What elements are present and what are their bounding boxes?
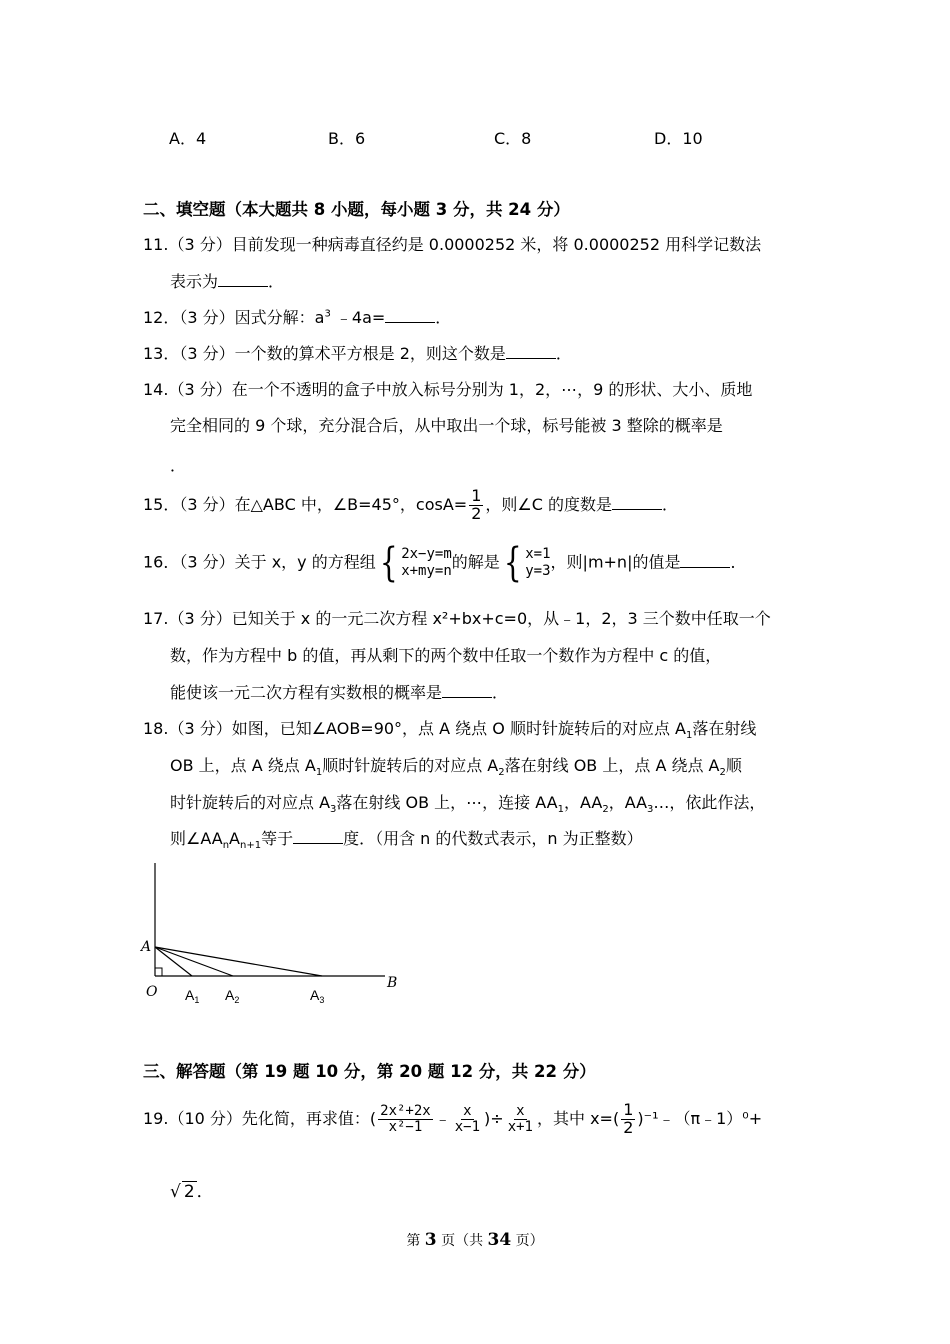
- answer-blank: [385, 308, 435, 323]
- segment-aa2: [155, 947, 233, 976]
- equation-system: 2x−y=m x+my=n: [401, 545, 452, 579]
- question-14-line1: 14.（3 分）在一个不透明的盒子中放入标号分别为 1，2，⋯，9 的形状、大小、质地: [143, 380, 753, 399]
- segment-aa3: [155, 947, 322, 976]
- fraction: $\frac{1}{2}$: [471, 486, 482, 523]
- fraction: $\frac{x}{x+1}$: [507, 1103, 533, 1135]
- solution-system: x=1 y=3: [525, 545, 551, 579]
- question-18-line1: 18.（3 分）如图，已知∠AOB=90°，点 A 绕点 O 顺时针旋转后的对应点 $A_1$落在射线: [143, 719, 757, 742]
- label-b: B: [387, 975, 398, 991]
- label-a1: $A_1$: [185, 987, 200, 1005]
- question-17-line1: 17.（3 分）已知关于 x 的一元二次方程 x²+bx+c=0，从﹣1，2，3 三个数中任取一个: [143, 609, 771, 628]
- question-16: 16．（3 分）关于 x，y 的方程组{ 2x−y=m x+my=n 的解是{ x=1 y=3 ，则|m+n|的值是 ．: [143, 540, 747, 586]
- segment-aa1: [155, 947, 192, 976]
- fraction: $\frac{x}{x-1}$: [454, 1103, 481, 1135]
- label-o: O: [146, 984, 158, 1000]
- question-17-line2: 数，作为方程中 b 的值，再从剩下的两个数中任取一个数作为方程中 c 的值，: [170, 646, 722, 665]
- option-b: B．6: [328, 129, 366, 148]
- sqrt-sign: √: [170, 1182, 181, 1202]
- geometry-figure: [130, 855, 420, 1010]
- answer-blank: [506, 344, 556, 359]
- label-a3: $A_3$: [310, 987, 325, 1005]
- question-17-line3: 能使该一元二次方程有实数根的概率是 ．: [170, 683, 509, 702]
- label-a: A: [141, 939, 152, 955]
- question-12: 12．（3 分）因式分解：$a^3$ ﹣4a= ．: [143, 308, 452, 327]
- answer-blank: [442, 683, 492, 698]
- question-18-line3: 时针旋转后的对应点 $A_3$落在射线 OB 上，⋯，连接 $AA_1$，$AA_2$，$AA_3\dots$，依此作法，: [170, 793, 766, 816]
- fraction: $\frac{\text{2x²+2x}}{\text{x²−1}}$: [380, 1103, 431, 1135]
- question-18-line2: OB 上，点 A 绕点 $A_1$顺时针旋转后的对应点 $A_2$落在射线 OB 上，点 A 绕点 $A_2$顺: [170, 756, 742, 779]
- question-14-line2: 完全相同的 9 个球，充分混合后，从中取出一个球，标号能被 3 整除的概率是: [170, 416, 723, 435]
- label-a2: $A_2$: [225, 987, 240, 1005]
- answer-blank: [293, 829, 343, 844]
- question-11-line2: 表示为 ．: [170, 272, 285, 291]
- option-c: C．8: [494, 129, 532, 148]
- answer-blank: [612, 495, 662, 510]
- question-19: 19.（10 分）先化简，再求值：( $\frac{\text{2x²+2x}}{\text{x²−1}}$ ﹣ $\frac{x}{x-1}$ )÷ $\frac{x}{x+1}$ ，其中 x=( $\frac{1}{2}$ )⁻¹﹣（π﹣1）⁰+: [143, 1100, 763, 1137]
- page-footer: 第 3 页（共 34 页）: [406, 1230, 544, 1250]
- sqrt-radicand: 2: [183, 1182, 195, 1202]
- section-3-title: 三、解答题（第 19 题 10 分，第 20 题 12 分，共 22 分）: [143, 1062, 596, 1081]
- section-2-title: 二、填空题（本大题共 8 小题，每小题 3 分，共 24 分）: [143, 200, 570, 219]
- option-d: D．10: [654, 129, 703, 148]
- question-11-line1: 11.（3 分）目前发现一种病毒直径约是 0.0000252 米，将 0.0000252 用科学记数法: [143, 235, 762, 254]
- question-14-line3: ．: [170, 456, 187, 475]
- answer-blank: [680, 553, 730, 568]
- question-13: 13．（3 分）一个数的算术平方根是 2，则这个数是 ．: [143, 344, 572, 363]
- question-18-line4: 则$\angle AA_nA_{n+1}$等于 度．（用含 n 的代数式表示，n 为正整数）: [170, 829, 643, 852]
- question-15: 15．（3 分）在△ABC 中，∠B=45°，cosA= $\frac{1}{2}$ ，则∠C 的度数是 ．: [143, 486, 679, 523]
- question-19-line2: √ 2 ．: [170, 1182, 214, 1202]
- option-a: A．4: [169, 129, 207, 148]
- answer-blank: [218, 272, 268, 287]
- right-angle-mark: [155, 968, 162, 976]
- fraction: $\frac{1}{2}$: [623, 1100, 634, 1137]
